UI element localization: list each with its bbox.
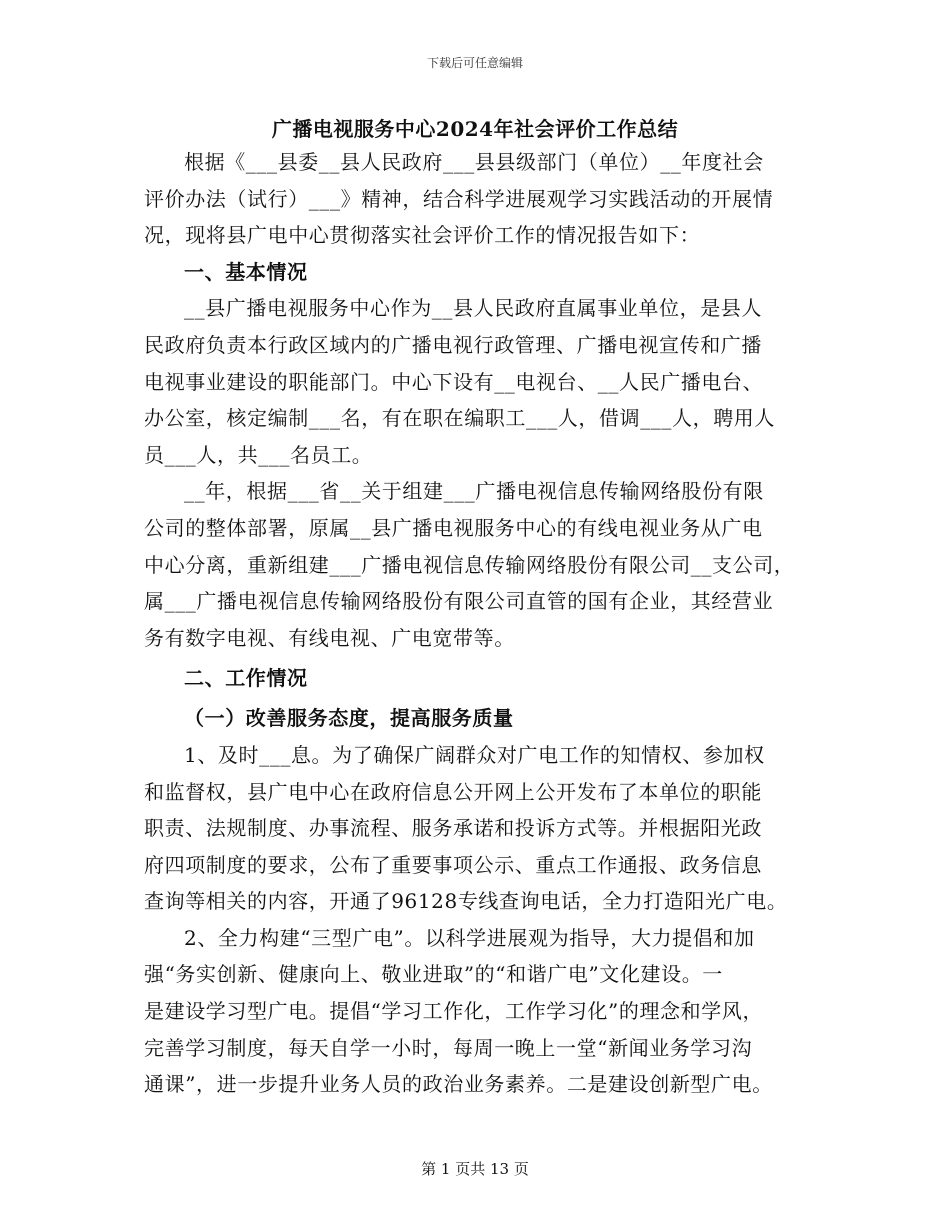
paragraph-line: 办公室，核定编制___名，有在职在编职工___人，借调___人，聘用人 bbox=[144, 406, 775, 431]
paragraph-line: 公司的整体部署，原属__县广播电视服务中心的有线电视业务从广电 bbox=[144, 515, 763, 540]
paragraph-line: 中心分离，重新组建___广播电视信息传输网络股份有限公司__支公司， bbox=[144, 552, 795, 577]
paragraph-line: 根据《___县委__县人民政府___县县级部门（单位）__年度社会 bbox=[184, 150, 764, 174]
document-body bbox=[144, 144, 812, 1103]
paragraph-line: 2、全力构建“三型广电”。以科学进展观为指导，大力提倡和加 bbox=[184, 925, 755, 950]
paragraph-line: 府四项制度的要求，公布了重要事项公示、重点工作通报、政务信息 bbox=[144, 852, 762, 877]
paragraph-line: 属___广播电视信息传输网络股份有限公司直管的国有企业，其经营业 bbox=[144, 589, 774, 614]
paragraph-line: 务有数字电视、有线电视、广电宽带等。 bbox=[144, 625, 515, 650]
document-title: 广播电视服务中心2024年社会评价工作总结 bbox=[271, 117, 679, 141]
paragraph-line: 强“务实创新、健康向上、敬业进取”的“和谐广电”文化建设。一 bbox=[144, 962, 723, 987]
section-heading: 一、基本情况 bbox=[184, 259, 308, 284]
paragraph-line: __县广播电视服务中心作为__县人民政府直属事业单位，是县人 bbox=[184, 296, 762, 321]
paragraph-line: 是建设学习型广电。提倡“学习工作化，工作学习化”的理念和学风， bbox=[144, 999, 764, 1024]
subsection-heading: （一）改善服务态度，提高服务质量 bbox=[184, 706, 514, 731]
paragraph-line: 1、及时___息。为了确保广阔群众对广电工作的知情权、参加权 bbox=[184, 742, 765, 767]
section-heading: 二、工作情况 bbox=[184, 666, 308, 691]
paragraph-line: 职责、法规制度、办事流程、服务承诺和投诉方式等。并根据阳光政 bbox=[144, 816, 762, 841]
paragraph-line: 查询等相关的内容，开通了96128专线查询电话，全力打造阳光广电。 bbox=[144, 889, 788, 914]
paragraph-line: 员___人，共___名员工。 bbox=[144, 442, 373, 467]
paragraph-line: 完善学习制度，每天自学一小时，每周一晚上一堂“新闻业务学习沟 bbox=[144, 1035, 753, 1060]
paragraph-line: 民政府负责本行政区域内的广播电视行政管理、广播电视宣传和广播 bbox=[144, 332, 762, 357]
header-note: 下载后可任意编辑 bbox=[426, 56, 523, 70]
paragraph-line: 评价办法（试行）___》精神，结合科学进展观学习实践活动的开展情 bbox=[144, 186, 774, 211]
paragraph-line: 电视事业建设的职能部门。中心下设有__电视台、__人民广播电台、 bbox=[144, 369, 764, 394]
paragraph-line: __年，根据___省__关于组建___广播电视信息传输网络股份有限 bbox=[184, 479, 764, 504]
paragraph-line: 和监督权，县广电中心在政府信息公开网上公开发布了本单位的职能 bbox=[144, 779, 762, 804]
paragraph-line: 况，现将县广电中心贯彻落实社会评价工作的情况报告如下： bbox=[144, 223, 701, 248]
page-footer: 第 1 页共 13 页 bbox=[421, 1160, 529, 1178]
paragraph-line: 通课”，进一步提升业务人员的政治业务素养。二是建设创新型广电。 bbox=[144, 1072, 773, 1097]
